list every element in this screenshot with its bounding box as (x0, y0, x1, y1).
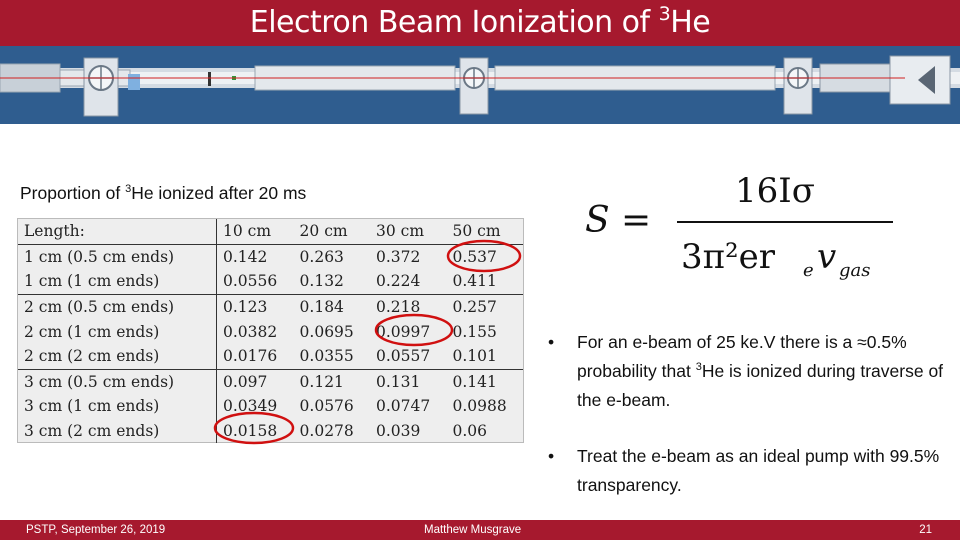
table-cell: 0.039 (376, 422, 421, 441)
formula-v: v (817, 237, 837, 277)
bullet-text-suffix: He is ionized during traverse of the e-beam. (577, 361, 944, 410)
formula-numerator: 16Iσ (735, 171, 815, 211)
row-label: 1 cm (1 cm ends) (18, 269, 217, 294)
table-cell: 0.224 (376, 272, 421, 291)
table-cell: 0.0997 (376, 322, 431, 341)
caption-prefix: Proportion of (20, 183, 126, 203)
row-label: 2 cm (2 cm ends) (18, 344, 217, 369)
table-cell: 0.0557 (376, 347, 431, 366)
table-cell: 0.0349 (223, 397, 278, 416)
table-header-row (18, 219, 523, 244)
formula-denominator: 3π²er (681, 237, 775, 277)
formula-sub-gas: gas (839, 260, 871, 280)
slide-title (0, 0, 960, 46)
table-cell: 0.132 (299, 272, 344, 291)
table-row (18, 294, 523, 319)
bullet-text (577, 328, 948, 415)
table-row (18, 319, 523, 344)
table-row (18, 394, 523, 419)
footer-author: Matthew Musgrave (424, 524, 522, 536)
header-cell: 10 cm (217, 219, 294, 244)
header-cell: Length: (18, 219, 217, 244)
table-cell: 0.097 (217, 369, 294, 394)
table-cell: 0.142 (223, 247, 268, 266)
table-cell: 0.06 (452, 422, 487, 441)
table-cell: 0.121 (294, 369, 370, 394)
bullet-text: Treat the e-beam as an ideal pump with 99.5% transparency. (577, 446, 940, 495)
footer-page-number: 21 (919, 524, 932, 536)
table-row (18, 419, 523, 444)
bullet-ionization-probability (548, 328, 948, 415)
table-cell: 0.0556 (223, 272, 278, 291)
table-cell: 0.141 (446, 369, 523, 394)
header-cell: 50 cm (446, 219, 523, 244)
table-row (18, 269, 523, 294)
footer-event-date: PSTP, September 26, 2019 (26, 524, 166, 536)
bullet-marker: • (548, 446, 555, 466)
table-cell: 0.263 (299, 247, 344, 266)
row-label: 1 cm (0.5 cm ends) (18, 244, 217, 269)
row-label: 3 cm (1 cm ends) (18, 394, 217, 419)
table-cell: 0.0382 (223, 322, 278, 341)
table-caption (20, 183, 306, 204)
ionization-table (18, 219, 523, 443)
table-cell: 0.537 (452, 247, 497, 266)
row-label: 2 cm (0.5 cm ends) (18, 294, 217, 319)
table-row (18, 369, 523, 394)
bullet-sup: 3 (695, 361, 702, 373)
table-cell: 0.0988 (452, 397, 507, 416)
row-label: 3 cm (2 cm ends) (18, 419, 217, 444)
beamline-image (0, 46, 960, 124)
caption-suffix: He ionized after 20 ms (131, 183, 307, 203)
table-cell: 0.0158 (223, 422, 278, 441)
bullet-text-prefix: For an e-beam of 25 ke.V there is a ≈0.5% probability that (577, 332, 907, 381)
table-cell: 0.0176 (223, 347, 278, 366)
row-label: 2 cm (1 cm ends) (18, 319, 217, 344)
title-text: Electron Beam Ionization of (249, 5, 659, 40)
title-sup: 3 (658, 3, 671, 25)
table-cell: 0.131 (370, 369, 446, 394)
bullet-marker: • (548, 332, 555, 352)
header-cell: 20 cm (294, 219, 370, 244)
table-cell: 0.0695 (299, 322, 354, 341)
table-cell: 0.155 (452, 322, 497, 341)
formula-sub-e: e (803, 260, 814, 280)
caption-sup: 3 (125, 183, 132, 195)
table-cell: 0.372 (376, 247, 421, 266)
table-cell: 0.101 (452, 347, 497, 366)
table-cell: 0.0355 (299, 347, 354, 366)
table-row (18, 344, 523, 369)
formula-lhs: S (585, 200, 610, 241)
beamline-drawing (0, 46, 960, 124)
ionization-formula (585, 168, 905, 280)
footer-bar (0, 520, 960, 540)
table-cell: 0.411 (452, 272, 497, 291)
table-cell: 0.257 (446, 294, 523, 319)
table-cell: 0.218 (370, 294, 446, 319)
title-suffix: He (670, 5, 711, 40)
ionization-table-container (17, 218, 524, 443)
header-cell: 30 cm (370, 219, 446, 244)
table-cell: 0.184 (294, 294, 370, 319)
bullet-ideal-pump (548, 442, 948, 500)
row-label: 3 cm (0.5 cm ends) (18, 369, 217, 394)
table-cell: 0.0278 (299, 422, 354, 441)
table-cell: 0.0747 (376, 397, 431, 416)
formula-equals: = (621, 200, 652, 241)
table-cell: 0.123 (217, 294, 294, 319)
table-cell: 0.0576 (299, 397, 354, 416)
table-row (18, 244, 523, 269)
